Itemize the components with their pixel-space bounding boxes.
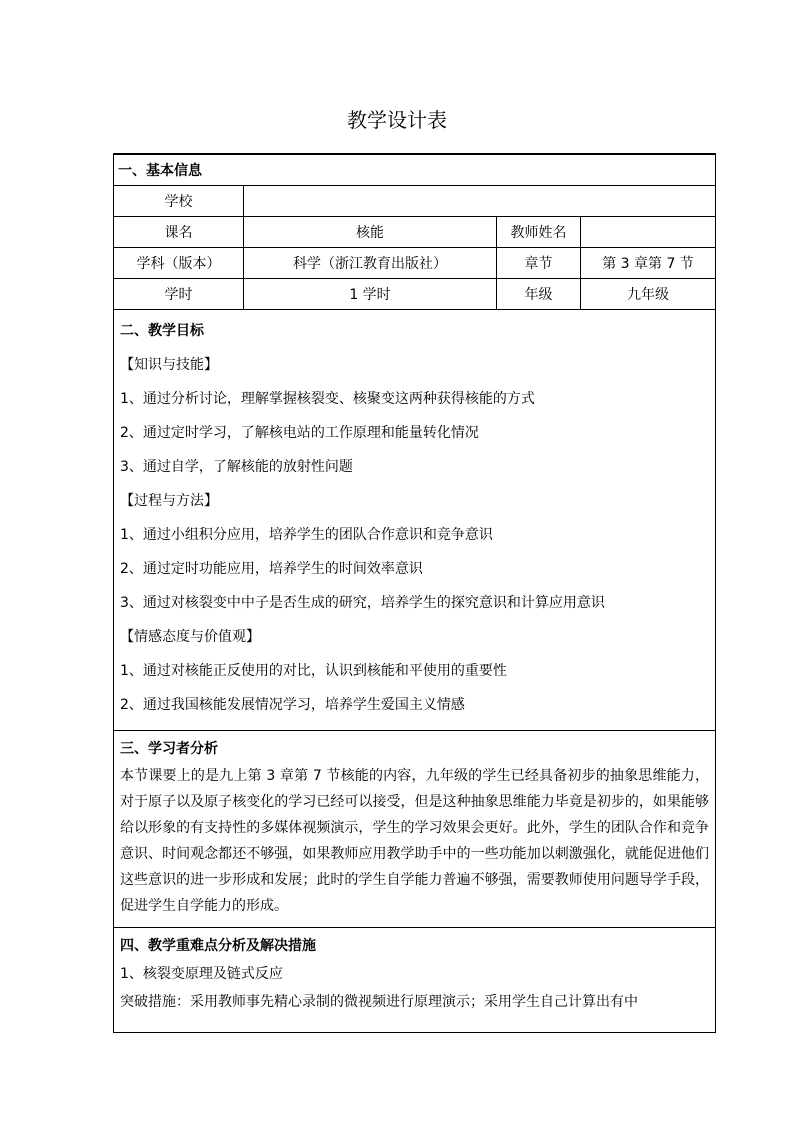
hours-value: 1 学时 (244, 279, 497, 310)
course-label: 课名 (114, 217, 244, 248)
page-title: 教学设计表 (347, 108, 447, 132)
key-point-item: 1、核裂变原理及链式反应 (120, 966, 283, 982)
group-title: 【情感态度与价值观】 (120, 629, 260, 645)
list-item: 2、通过我国核能发展情况学习，培养学生爱国主义情感 (120, 697, 465, 713)
list-item: 1、通过小组积分应用，培养学生的团队合作意识和竞争意识 (120, 527, 493, 543)
chapter-label: 章节 (497, 248, 581, 279)
measure-text: 突破措施：采用教师事先精心录制的微视频进行原理演示；采用学生自己计算出有中 (120, 994, 638, 1010)
teacher-value (581, 217, 716, 248)
subject-label: 学科（版本） (114, 248, 244, 279)
key-points-section (114, 928, 716, 1033)
section4-heading: 四、教学重难点分析及解决措施 (120, 938, 316, 954)
list-item: 3、通过对核裂变中中子是否生成的研究，培养学生的探究意识和计算应用意识 (120, 595, 605, 611)
section3-heading: 三、学习者分析 (120, 741, 218, 757)
objectives-section (114, 310, 716, 731)
group-title: 【过程与方法】 (120, 493, 218, 509)
learner-analysis-section (114, 731, 716, 928)
list-item: 3、通过自学，了解核能的放射性问题 (120, 459, 353, 475)
group-title: 【知识与技能】 (120, 357, 218, 373)
chapter-value: 第 3 章第 7 节 (581, 248, 716, 279)
section2-heading: 二、教学目标 (120, 323, 204, 339)
subject-value: 科学（浙江教育出版社） (244, 248, 497, 279)
list-item: 2、通过定时功能应用，培养学生的时间效率意识 (120, 561, 423, 577)
course-value: 核能 (244, 217, 497, 248)
teacher-label: 教师姓名 (497, 217, 581, 248)
grade-value: 九年级 (581, 279, 716, 310)
design-table (113, 153, 716, 1033)
hours-label: 学时 (114, 279, 244, 310)
section1-heading: 一、基本信息 (114, 154, 716, 186)
list-item: 1、通过对核能正反使用的对比，认识到核能和平使用的重要性 (120, 663, 507, 679)
list-item: 2、通过定时学习，了解核电站的工作原理和能量转化情况 (120, 425, 479, 441)
school-value (244, 186, 716, 217)
school-label: 学校 (114, 186, 244, 217)
grade-label: 年级 (497, 279, 581, 310)
learner-analysis-text: 本节课要上的是九上第 3 章第 7 节核能的内容，九年级的学生已经具备初步的抽象思维能力，对于原子以及原子核变化的学习已经可以接受，但是这种抽象思维能力毕竟是初步的，如果能够给以形象的有支持性的多媒体视频演示，学生的学习效果会更好。此外，学生的团队合作和竞争意识、时间观念都还不够强，如果教师应用教学助手中的一些功能加以刺激强化，就能促进他们这些意识的进一步形成和发展；此时的学生自学能力普遍不够强，需要教师使用问题导学手段，促进学生自学能力的形成。 (120, 768, 709, 914)
list-item: 1、通过分析讨论，理解掌握核裂变、核聚变这两种获得核能的方式 (120, 391, 535, 407)
